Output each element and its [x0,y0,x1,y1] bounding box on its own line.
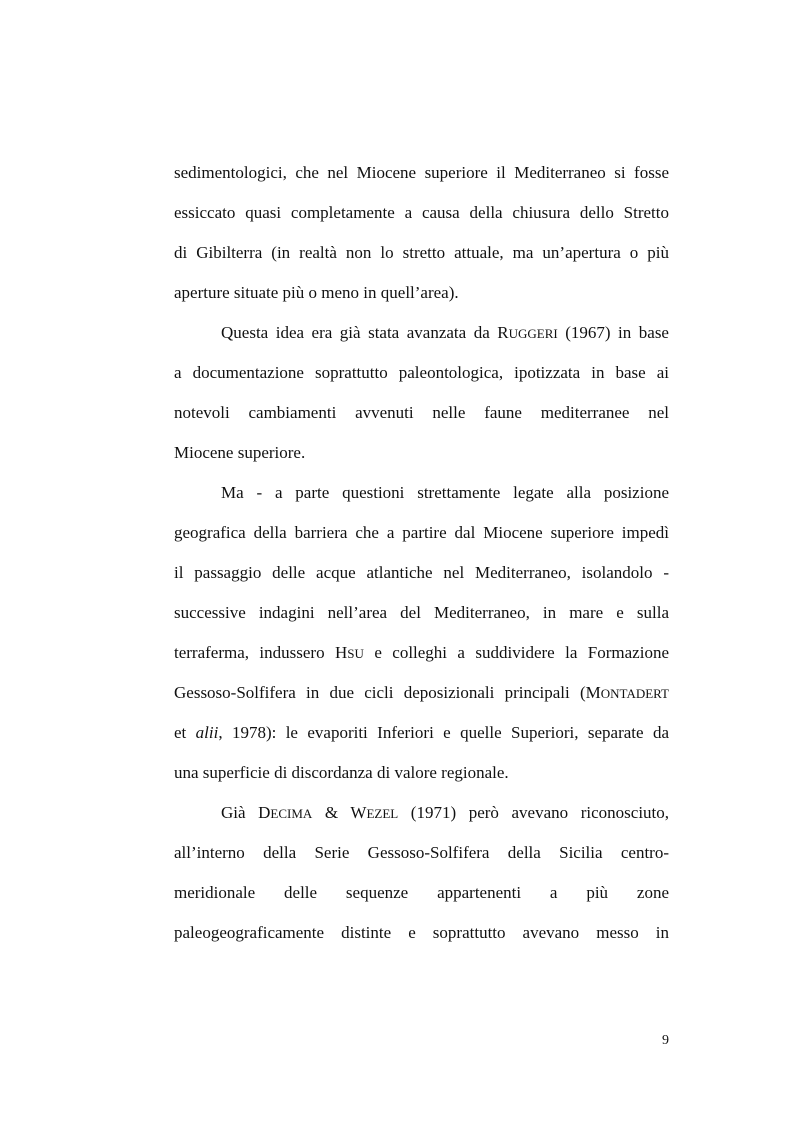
text-line: et alii, 1978): le evaporiti Inferiori e quelle Superiori, separate da [174,723,669,742]
text-line: Ma - a parte questioni strettamente legate alla posizione [221,483,669,502]
text-line: di Gibilterra (in realtà non lo stretto attuale, ma un’apertura o più [174,243,669,262]
page-number: 9 [662,1033,669,1048]
text-line: all’interno della Serie Gessoso-Solfifera della Sicilia centro- [174,843,669,862]
text-line: il passaggio delle acque atlantiche nel Mediterraneo, isolandolo - [174,563,669,582]
text-line: terraferma, indussero HSU e colleghi a suddividere la Formazione [174,643,669,662]
text-line: successive indagini nell’area del Mediterraneo, in mare e sulla [174,603,669,622]
text-line: aperture situate più o meno in quell’area). [174,283,459,302]
text-line: notevoli cambiamenti avvenuti nelle faune mediterranee nel [174,403,669,422]
text-line: sedimentologici, che nel Miocene superiore il Mediterraneo si fosse [174,163,669,182]
author-name-decima: DECIMA [258,803,313,822]
text-line: Già DECIMA & WEZEL (1971) però avevano riconosciuto, [221,803,670,822]
text-line: geografica della barriera che a partire dal Miocene superiore impedì [174,523,669,542]
author-name-ruggeri: RUGGERI [497,323,558,342]
text-line: meridionale delle sequenze appartenenti a più zone [174,883,669,902]
author-name-hsu: HSU [335,643,364,662]
italic-alii: alii [195,723,219,742]
text-line: a documentazione soprattutto paleontologica, ipotizzata in base ai [174,363,669,382]
text-line: una superficie di discordanza di valore regionale. [174,763,509,782]
text-line: paleogeograficamente distinte e soprattutto avevano messo in [174,923,669,942]
author-name-wezel: WEZEL [350,803,399,822]
text-line: Questa idea era già stata avanzata da RUGGERI (1967) in base [221,323,669,342]
text-line: Miocene superiore. [174,443,306,462]
text-line: Gessoso-Solfifera in due cicli deposizionali principali (MONTADERT [174,683,669,702]
page-body [174,153,669,953]
text-line: essiccato quasi completamente a causa della chiusura dello Stretto [174,203,669,222]
author-name-montadert: MONTADERT [585,683,669,702]
